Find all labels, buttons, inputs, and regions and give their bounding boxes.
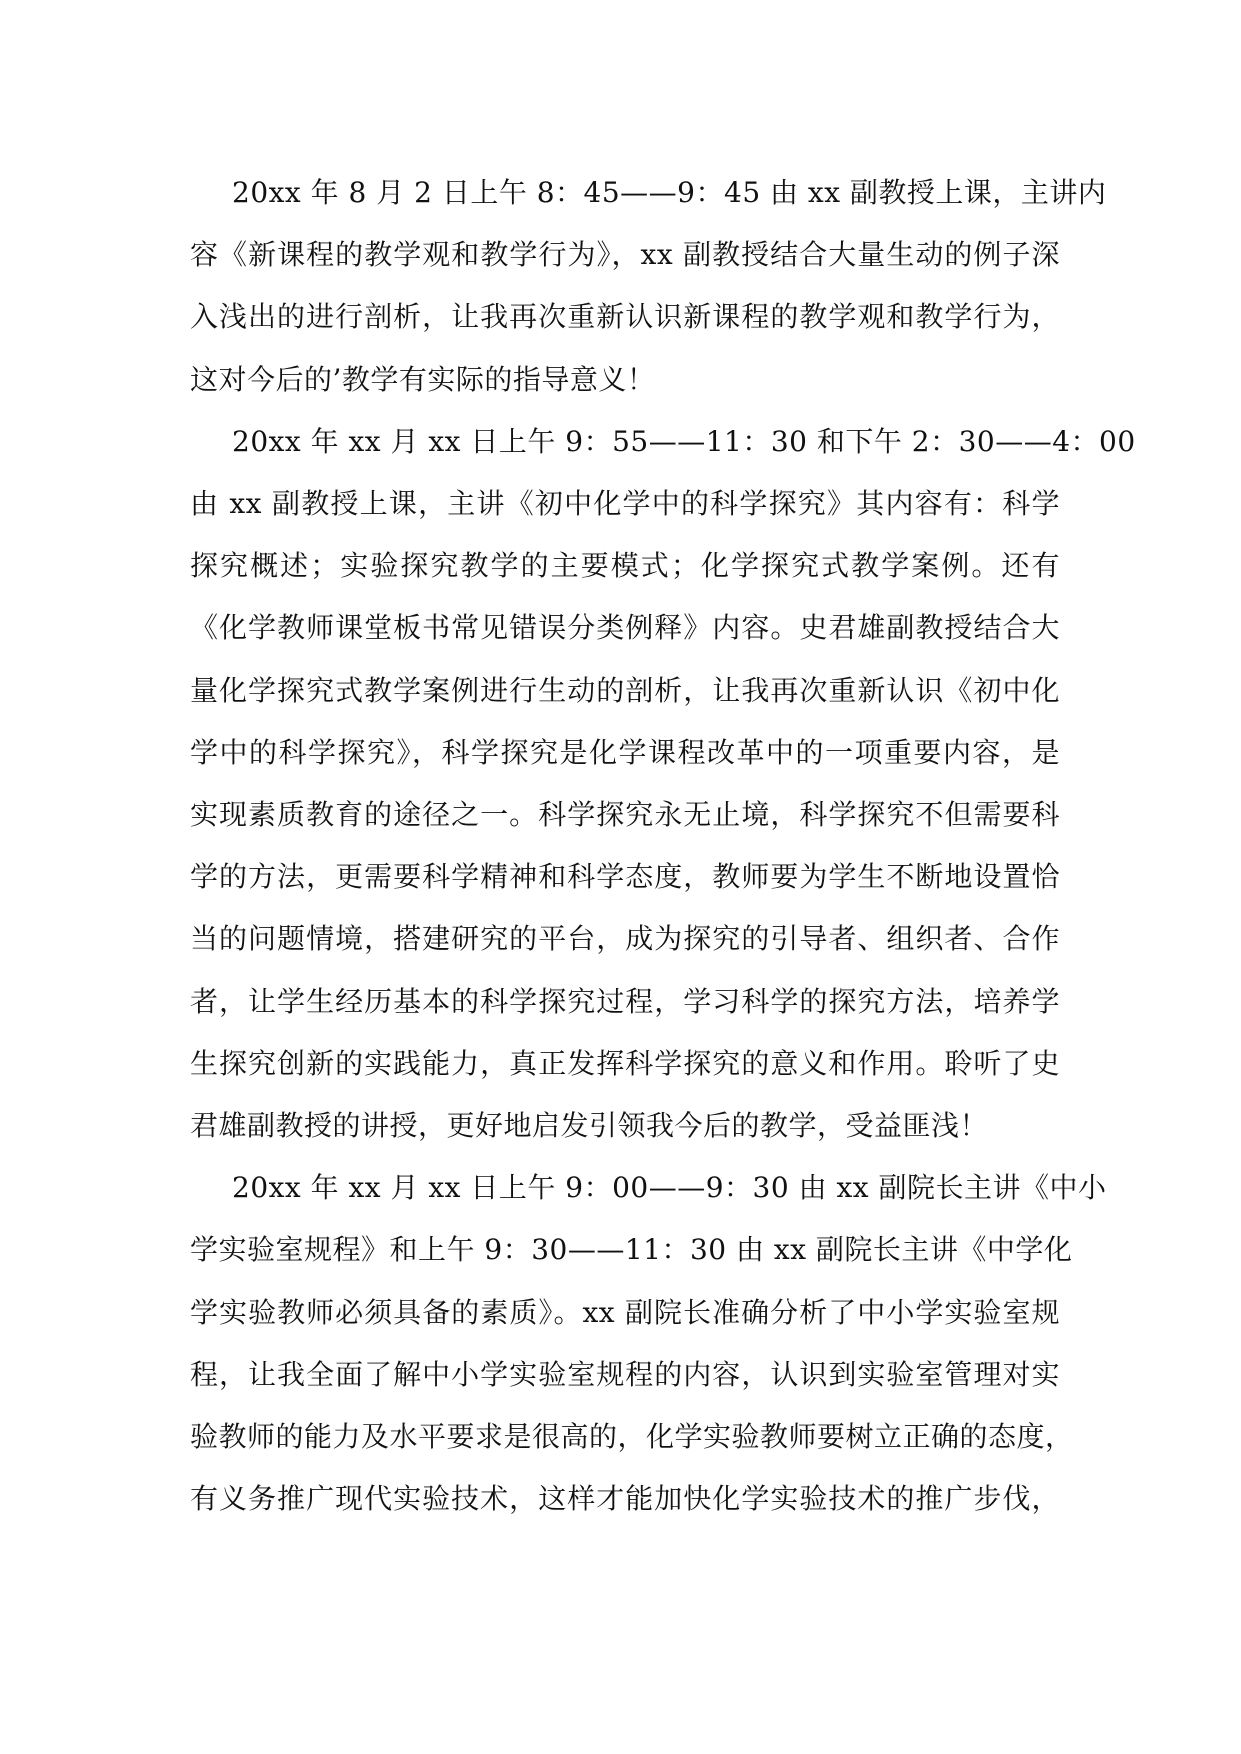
paragraph-3-line-3: 学实验教师必须具备的素质》。xx 副院长准确分析了中小学实验室规 bbox=[190, 1295, 1060, 1329]
paragraph-2-line-5: 量化学探究式教学案例进行生动的剖析，让我再次重新认识《初中化 bbox=[190, 673, 1060, 707]
paragraph-1 bbox=[190, 162, 1107, 411]
paragraph-3-line-5: 验教师的能力及水平要求是很高的，化学实验教师要树立正确的态度， bbox=[190, 1420, 1074, 1454]
paragraph-2-line-6: 学中的科学探究》，科学探究是化学课程改革中的一项重要内容，是 bbox=[190, 735, 1060, 769]
paragraph-2-line-8: 学的方法，更需要科学精神和科学态度，教师要为学生不断地设置恰 bbox=[190, 860, 1060, 894]
paragraph-1-line-3: 入浅出的进行剖析，让我再次重新认识新课程的教学观和教学行为， bbox=[190, 300, 1060, 334]
paragraph-1-line-1: 20xx 年 8 月 2 日上午 8：45——9：45 由 xx 副教授上课，主讲内 bbox=[232, 176, 1107, 209]
paragraph-3-line-4: 程，让我全面了解中小学实验室规程的内容，认识到实验室管理对实 bbox=[190, 1357, 1060, 1391]
paragraph-3-line-6: 有义务推广现代实验技术，这样才能加快化学实验技术的推广步伐， bbox=[190, 1482, 1060, 1516]
paragraph-2-line-1: 20xx 年 xx 月 xx 日上午 9：55——11：30 和下午 2：30——4：00 bbox=[232, 424, 1136, 458]
paragraph-3-line-1: 20xx 年 xx 月 xx 日上午 9：00——9：30 由 xx 副院长主讲《中小 bbox=[232, 1171, 1107, 1205]
paragraph-2-line-7: 实现素质教育的途径之一。科学探究永无止境，科学探究不但需要科 bbox=[190, 798, 1060, 832]
paragraph-2 bbox=[190, 411, 1136, 1157]
document-page bbox=[190, 162, 1136, 1530]
paragraph-2-line-2: 由 xx 副教授上课，主讲《初中化学中的科学探究》其内容有：科学 bbox=[190, 487, 1060, 521]
paragraph-1-line-4: 这对今后的’教学有实际的指导意义！ bbox=[190, 362, 656, 396]
paragraph-2-line-4: 《化学教师课堂板书常见错误分类例释》内容。史君雄副教授结合大 bbox=[190, 611, 1060, 645]
paragraph-3-line-2: 学实验室规程》和上午 9：30——11：30 由 xx 副院长主讲《中学化 bbox=[190, 1233, 1073, 1267]
paragraph-2-line-3: 探究概述；实验探究教学的主要模式；化学探究式教学案例。还有 bbox=[190, 549, 1060, 583]
paragraph-2-line-11: 生探究创新的实践能力，真正发挥科学探究的意义和作用。聆听了史 bbox=[190, 1046, 1060, 1080]
paragraph-2-line-12: 君雄副教授的讲授，更好地启发引领我今后的教学，受益匪浅！ bbox=[190, 1109, 989, 1143]
paragraph-2-line-10: 者，让学生经历基本的科学探究过程，学习科学的探究方法，培养学 bbox=[190, 984, 1060, 1018]
paragraph-3 bbox=[190, 1157, 1107, 1530]
paragraph-2-line-9: 当的问题情境，搭建研究的平台，成为探究的引导者、组织者、合作 bbox=[190, 922, 1060, 956]
paragraph-1-line-2: 容《新课程的教学观和教学行为》，xx 副教授结合大量生动的例子深 bbox=[190, 238, 1060, 272]
